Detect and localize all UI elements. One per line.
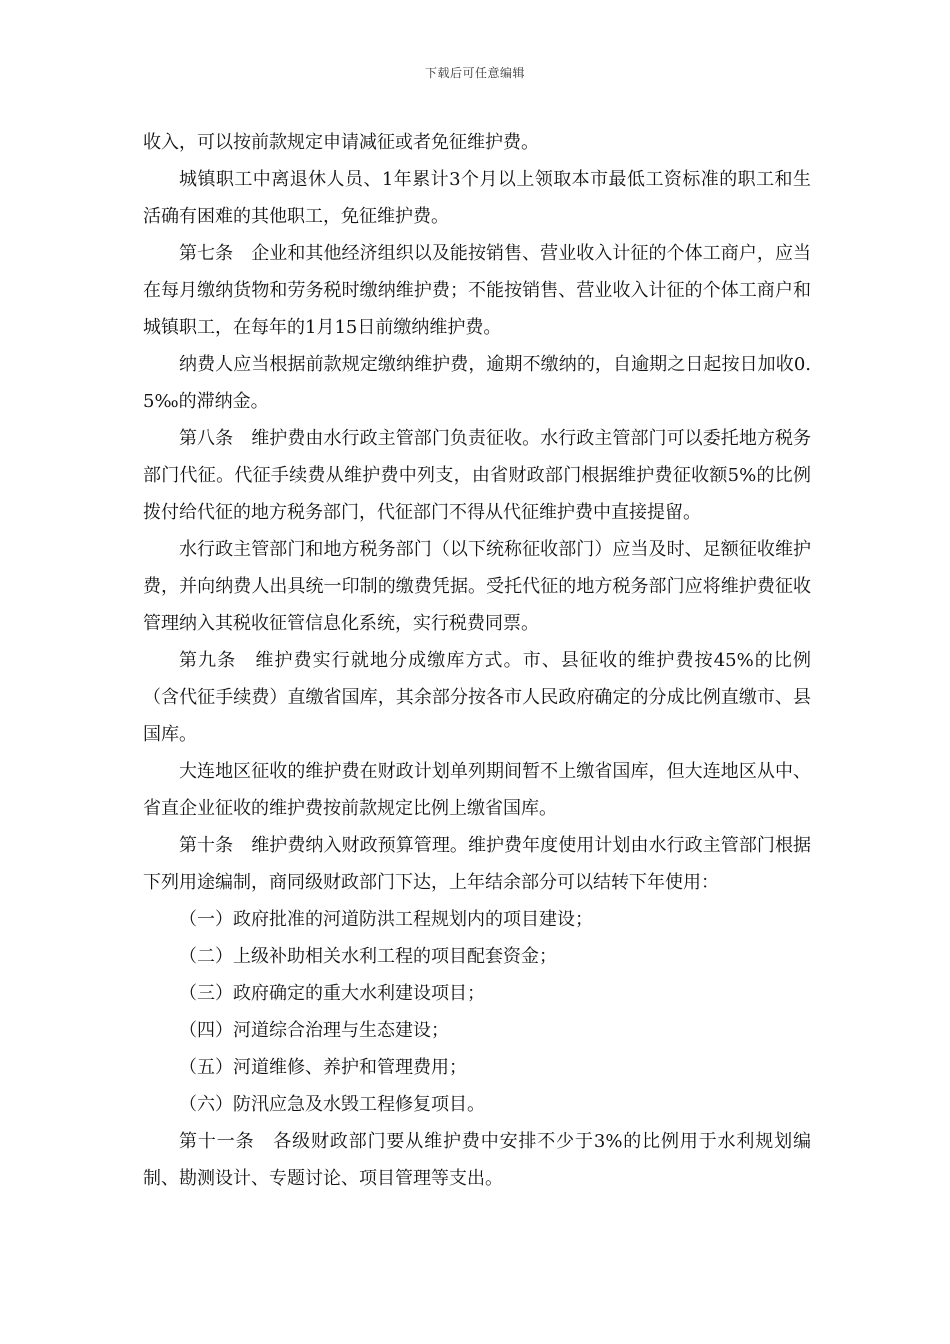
paragraph-exemption: 城镇职工中离退休人员、1年累计3个月以上领取本市最低工资标准的职工和生活确有困难的其他职工，免征维护费。 (143, 169, 811, 227)
list-item: （六）防汛应急及水毁工程修复项目。 (179, 1094, 485, 1115)
page-header: 下载后可任意编辑 (424, 66, 525, 80)
list-item: （四）河道综合治理与生态建设； (179, 1020, 449, 1041)
list-item: （一）政府批准的河道防洪工程规划内的项目建设； (179, 909, 593, 930)
list-item: （三）政府确定的重大水利建设项目； (179, 983, 485, 1004)
paragraph-article-11: 第十一条 各级财政部门要从维护费中安排不少于3%的比例用于水利规划编制、勘测设计、专题讨论、项目管理等支出。 (143, 1131, 811, 1189)
document-body (143, 124, 811, 1197)
paragraph-article-7: 第七条 企业和其他经济组织以及能按销售、营业收入计征的个体工商户，应当在每月缴纳货物和劳务税时缴纳维护费；不能按销售、营业收入计征的个体工商户和城镇职工，在每年的1月15日前缴纳维护费。 (143, 243, 811, 338)
paragraph-dalian: 大连地区征收的维护费在财政计划单列期间暂不上缴省国库，但大连地区从中、省直企业征收的维护费按前款规定比例上缴省国库。 (143, 761, 811, 819)
list-item: （五）河道维修、养护和管理费用； (179, 1057, 467, 1078)
list-item: （二）上级补助相关水利工程的项目配套资金； (179, 946, 557, 967)
paragraph-collection-departments: 水行政主管部门和地方税务部门（以下统称征收部门）应当及时、足额征收维护费，并向纳费人出具统一印制的缴费凭据。受托代征的地方税务部门应将维护费征收管理纳入其税收征管信息化系统，实行税费同票。 (143, 539, 811, 634)
paragraph-article-9: 第九条 维护费实行就地分成缴库方式。市、县征收的维护费按45%的比例（含代征手续费）直缴省国库，其余部分按各市人民政府确定的分成比例直缴市、县国库。 (143, 650, 811, 745)
paragraph-article-8: 第八条 维护费由水行政主管部门负责征收。水行政主管部门可以委托地方税务部门代征。代征手续费从维护费中列支，由省财政部门根据维护费征收额5%的比例拨付给代征的地方税务部门，代征部门不得从代征维护费中直接提留。 (143, 428, 811, 523)
paragraph-article-10: 第十条 维护费纳入财政预算管理。维护费年度使用计划由水行政主管部门根据下列用途编制，商同级财政部门下达，上年结余部分可以结转下年使用： (143, 835, 811, 893)
paragraph-late-fee: 纳费人应当根据前款规定缴纳维护费，逾期不缴纳的，自逾期之日起按日加收0.5‰的滞纳金。 (143, 354, 811, 412)
paragraph-continuation: 收入，可以按前款规定申请减征或者免征维护费。 (143, 132, 539, 153)
